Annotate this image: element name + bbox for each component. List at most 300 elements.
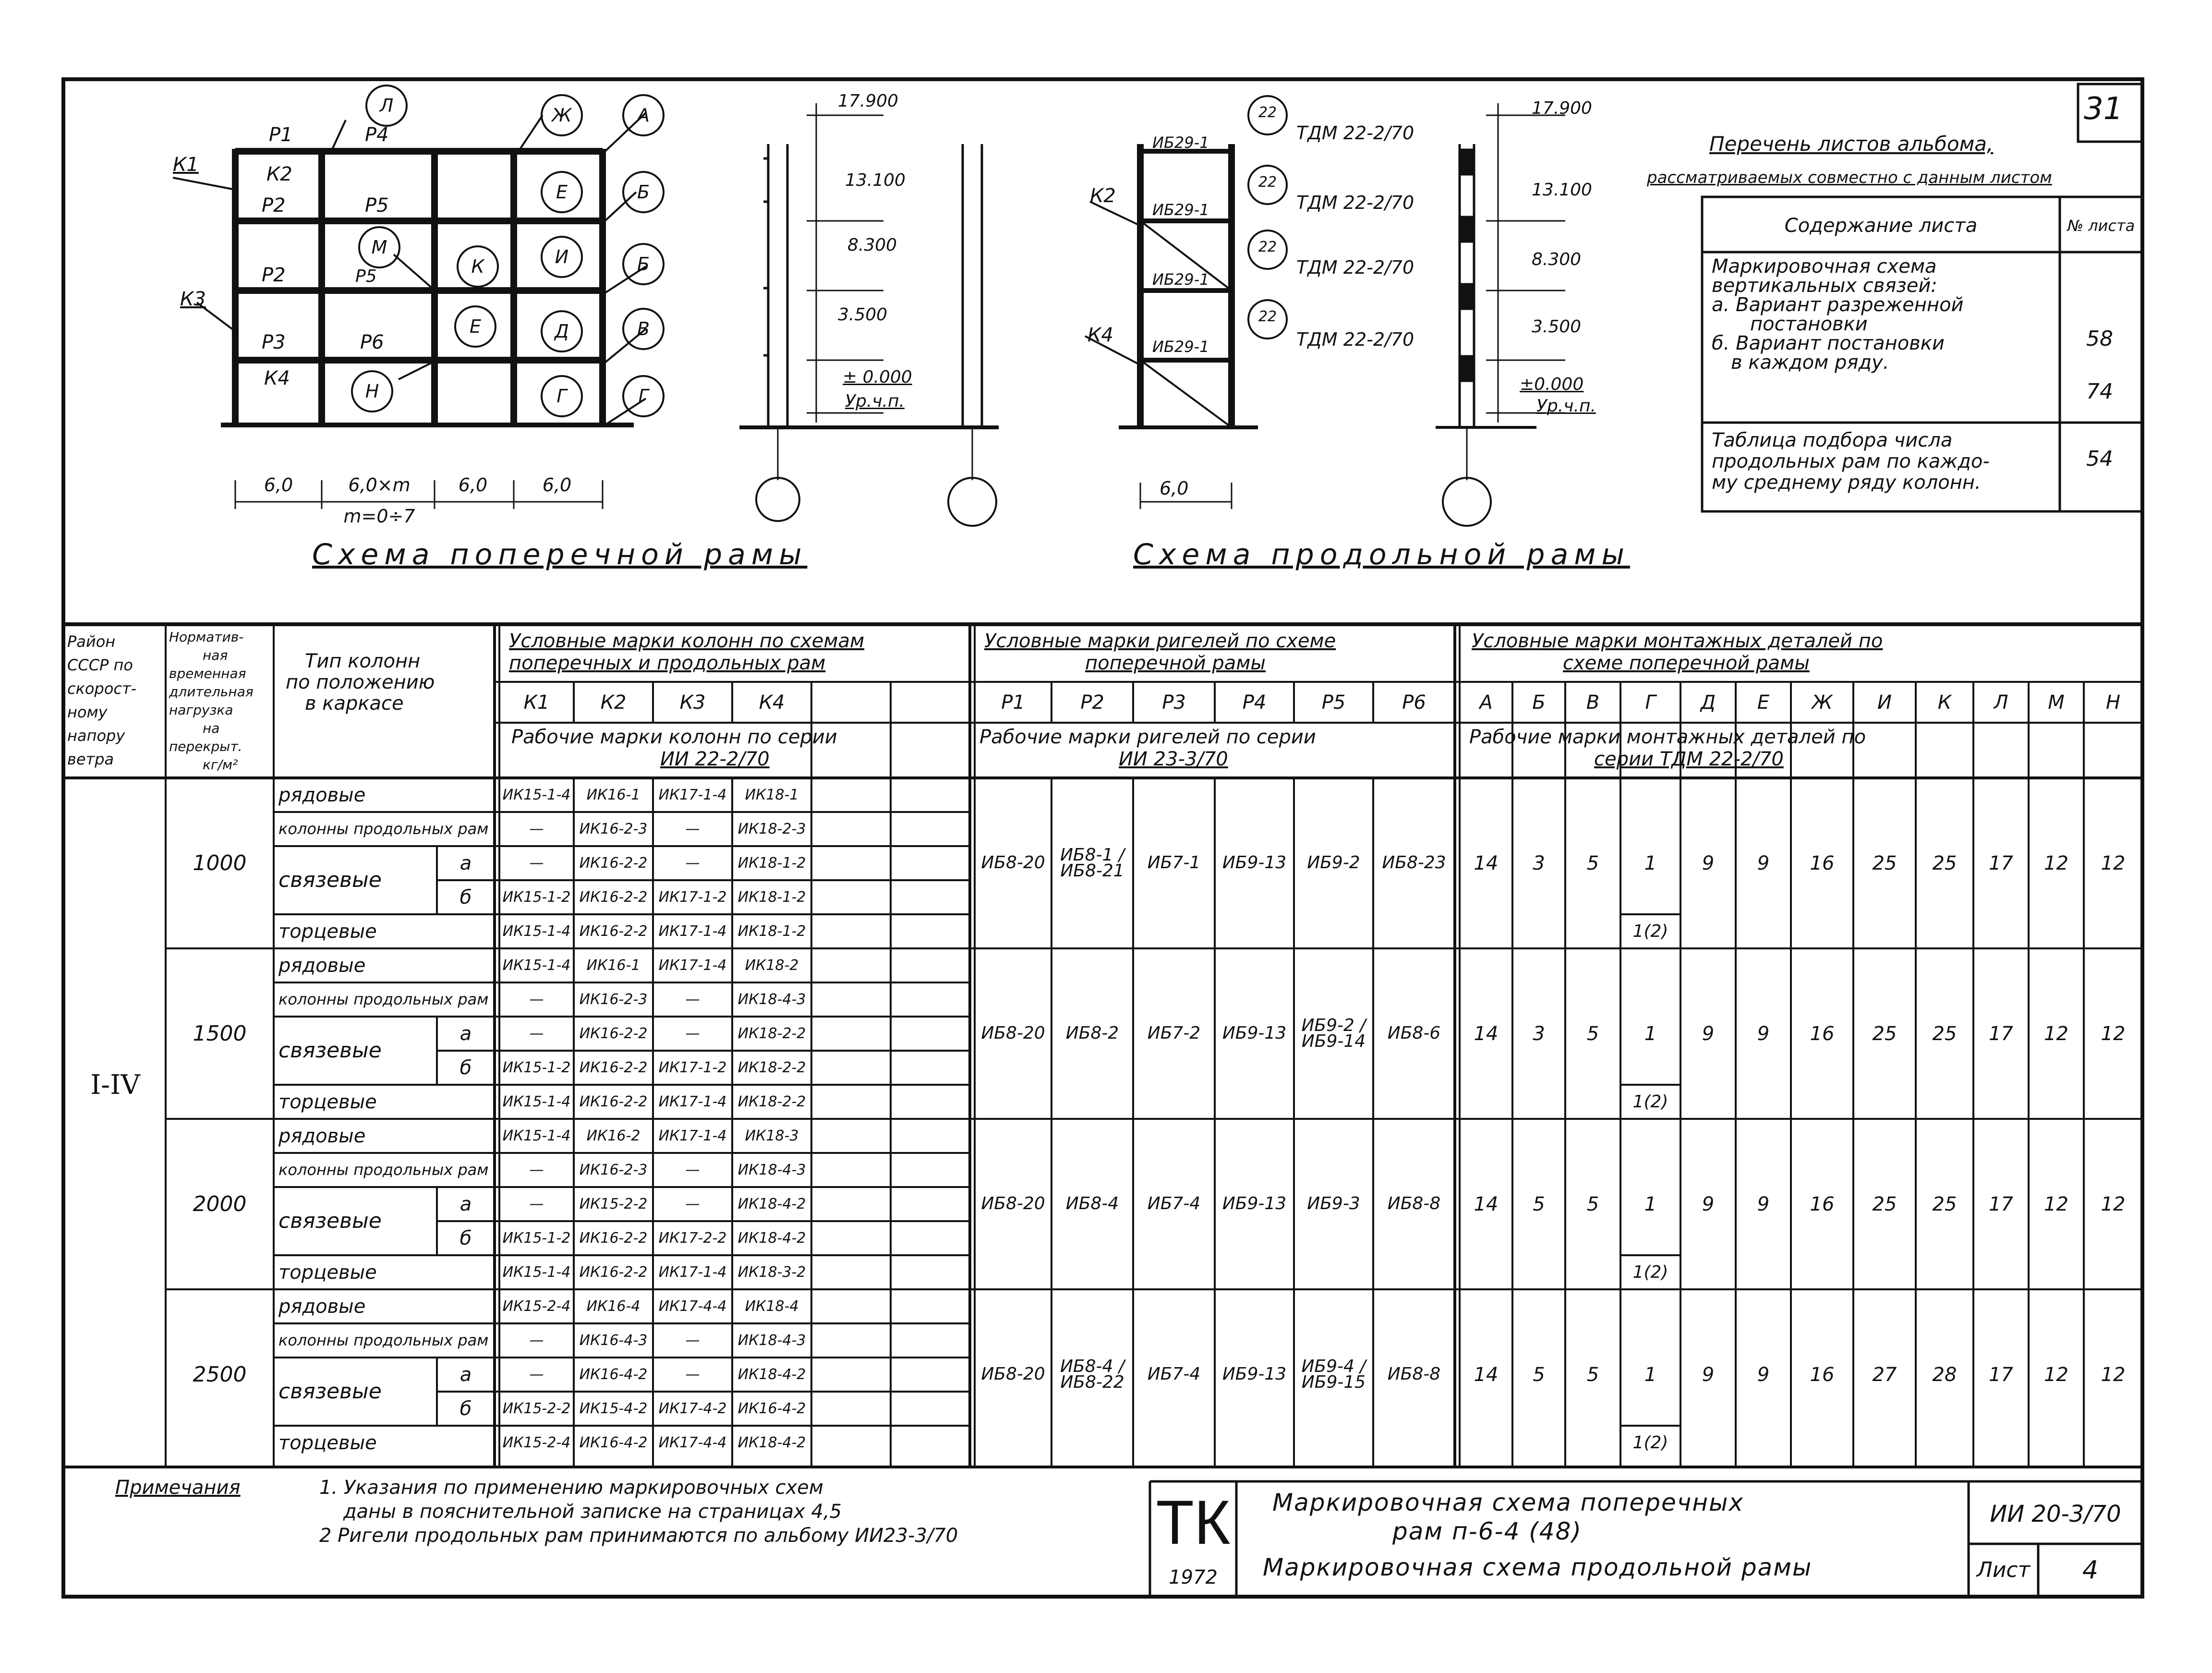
- sub-label: б: [459, 1227, 472, 1249]
- header-det-key: М: [2048, 691, 2065, 714]
- beam-mark: ИБ8-20: [981, 853, 1045, 873]
- note-line: 2 Ригели продольных рам принимаются по альбому ИИ23-3/70: [319, 1525, 958, 1547]
- detail-mark: 25: [1932, 1193, 1957, 1215]
- column-mark: ИК15-2-2: [502, 1400, 571, 1417]
- header-det-group-line: Условные марки монтажных деталей по: [1472, 630, 1883, 652]
- detail-mark: 3: [1533, 1022, 1545, 1045]
- beam-mark: ИБ8-8: [1387, 1194, 1441, 1214]
- header-col-series-line: ИИ 22-2/70: [660, 748, 770, 770]
- detail-mark: 12: [2044, 1022, 2068, 1045]
- detail-mark: 9: [1757, 852, 1770, 874]
- album-row1-line: а. Вариант разреженной: [1712, 294, 1964, 316]
- album-row2: [1712, 430, 1990, 493]
- header-beam-key: Р5: [1321, 691, 1346, 714]
- header-det-key: Н: [2105, 691, 2121, 714]
- album-row1-num: 74: [2086, 379, 2113, 404]
- header-load-line: ная: [203, 647, 228, 663]
- header-det-group-line: схеме поперечной рамы: [1563, 652, 1810, 674]
- column-mark: ИК16-2-2: [579, 888, 648, 906]
- type-label: связевые: [278, 868, 382, 892]
- detail-mark: 12: [2101, 1022, 2126, 1045]
- detail-mark: 25: [1872, 1022, 1897, 1045]
- cross-beam-label: Р2: [262, 264, 286, 286]
- circle-label: Г: [556, 386, 567, 407]
- sub-label: б: [459, 1056, 472, 1079]
- column-mark: ИК16-4-2: [737, 1400, 806, 1417]
- type-label: связевые: [278, 1379, 382, 1404]
- header-det-key: Б: [1532, 691, 1546, 714]
- detail-mark-extra: 1(2): [1632, 921, 1668, 941]
- circle-label: Е: [469, 316, 481, 337]
- beam-mark: ИБ9-2 / ИБ9-14: [1301, 1016, 1366, 1051]
- detail-mark: 16: [1810, 1193, 1835, 1215]
- circle-label: 22: [1258, 104, 1277, 121]
- beam-mark: ИБ7-2: [1147, 1023, 1201, 1043]
- column-mark: ИК18-1-2: [737, 888, 806, 906]
- column-mark: ИК18-4-2: [737, 1434, 806, 1451]
- detail-mark: 25: [1872, 852, 1897, 874]
- load-value: 2000: [193, 1191, 247, 1216]
- album-row2-line: Таблица подбора числа: [1712, 429, 1953, 451]
- circle-label: И: [555, 246, 569, 267]
- column-mark: ИК18-1: [745, 786, 799, 803]
- stamp-year: 1972: [1169, 1566, 1218, 1588]
- column-mark: ИК18-3-2: [737, 1263, 806, 1281]
- detail-mark: 14: [1474, 852, 1499, 874]
- dimension-label: 6,0: [1160, 478, 1189, 499]
- column-mark: ИК16-2-2: [579, 922, 648, 940]
- column-mark: ИК17-4-4: [658, 1434, 727, 1451]
- column-mark: ИК17-4-4: [658, 1297, 727, 1315]
- beam-mark: ИБ9-13: [1222, 1364, 1287, 1384]
- note-line: 1. Указания по применению маркировочных схем: [319, 1477, 823, 1499]
- header-load-line: кг/м²: [203, 757, 238, 773]
- beam-mark: ИБ8-20: [981, 1023, 1045, 1043]
- album-row1-line: Маркировочная схема: [1712, 255, 1937, 278]
- detail-mark: 12: [2101, 852, 2126, 874]
- sheet-number: 31: [2084, 91, 2123, 127]
- column-mark: ИК15-1-4: [502, 1093, 571, 1110]
- header-beam-key: Р2: [1080, 691, 1104, 714]
- column-mark: ИК18-1-2: [737, 922, 806, 940]
- type-label: колонны продольных рам: [278, 820, 489, 838]
- cross-beam-label: Р1: [269, 124, 293, 146]
- sub-label: а: [459, 1363, 472, 1386]
- header-beam-series: [979, 726, 1316, 770]
- header-det-key: Д: [1700, 691, 1716, 714]
- header-det-key: Г: [1645, 691, 1656, 714]
- level-label: 8.300: [1532, 250, 1582, 269]
- detail-mark: 9: [1702, 1022, 1715, 1045]
- column-mark: —: [685, 854, 700, 872]
- column-mark: ИК15-2-4: [502, 1434, 571, 1451]
- column-mark: ИК16-2-2: [579, 1025, 648, 1042]
- detail-mark: 12: [2044, 1193, 2068, 1215]
- long-beam-label: ИБ29-1: [1152, 270, 1209, 289]
- column-mark: ИК16-2: [586, 1127, 641, 1144]
- beam-mark: ИБ9-4 / ИБ9-15: [1301, 1357, 1366, 1392]
- circle-label: В: [637, 318, 650, 339]
- long-frame-title: Схема продольной рамы: [1133, 538, 1630, 571]
- header-col-key: К1: [523, 691, 550, 714]
- cross-column-label: К3: [180, 288, 206, 310]
- column-mark: —: [685, 1025, 700, 1042]
- detail-mark: 14: [1474, 1363, 1499, 1386]
- tdm-label: ТДМ 22-2/70: [1296, 257, 1414, 278]
- header-col-group-line: поперечных и продольных рам: [509, 652, 826, 674]
- detail-mark: 28: [1932, 1363, 1957, 1386]
- column-mark: ИК16-2-2: [579, 1263, 648, 1281]
- sub-label: а: [459, 1193, 472, 1215]
- load-value: 1000: [193, 850, 247, 875]
- level-label: 3.500: [1532, 317, 1582, 337]
- column-mark: —: [529, 1366, 544, 1383]
- circle-label: Г: [638, 386, 649, 407]
- column-mark: ИК17-1-4: [658, 957, 727, 974]
- long-beam-label: ИБ29-1: [1152, 338, 1209, 356]
- detail-mark: 5: [1586, 1193, 1599, 1215]
- column-mark: —: [529, 1025, 544, 1042]
- column-mark: ИК18-2-2: [737, 1025, 806, 1042]
- column-mark: ИК16-2-3: [579, 991, 648, 1008]
- detail-mark: 12: [2101, 1363, 2126, 1386]
- column-mark: ИК18-4-2: [737, 1195, 806, 1212]
- header-type-line: Тип колонн: [305, 650, 421, 672]
- beam-mark: ИБ8-6: [1387, 1023, 1441, 1043]
- header-col-key: К4: [759, 691, 785, 714]
- cross-beam-label: Р4: [365, 124, 389, 146]
- column-mark: ИК15-1-2: [502, 1059, 571, 1076]
- album-row1-num: 58: [2086, 327, 2113, 351]
- header-load-line: Норматив-: [169, 629, 244, 645]
- beam-mark: ИБ8-4 / ИБ8-22: [1060, 1357, 1124, 1392]
- album-row1-line: вертикальных связей:: [1712, 275, 1937, 297]
- dimension-label: 6,0: [264, 474, 293, 496]
- beam-mark: ИБ8-4: [1065, 1194, 1119, 1214]
- header-beam-series-line: Рабочие марки ригелей по серии: [979, 726, 1316, 748]
- column-mark: ИК18-4-2: [737, 1366, 806, 1383]
- album-row2-line: му среднему ряду колонн.: [1712, 472, 1981, 494]
- header-col-group-line: Условные марки колонн по схемам: [509, 630, 865, 652]
- column-mark: ИК15-1-2: [502, 888, 571, 906]
- header-beam-key: Р1: [1001, 691, 1025, 714]
- header-region-line: ветра: [67, 750, 114, 768]
- cross-beam-label: Р2: [262, 194, 286, 217]
- detail-mark: 1: [1644, 1193, 1657, 1215]
- detail-mark: 17: [1989, 1193, 2013, 1215]
- album-title: Перечень листов альбома,: [1709, 132, 1994, 156]
- detail-mark: 5: [1586, 1022, 1599, 1045]
- column-mark: ИК17-1-4: [658, 1263, 727, 1281]
- header-det-key: А: [1479, 691, 1493, 714]
- level-label: 13.100: [845, 170, 906, 190]
- sub-label: а: [459, 1022, 472, 1045]
- notes-label: Примечания: [115, 1477, 241, 1499]
- cross-beam-label: Р5: [365, 194, 389, 217]
- header-det-group: [1472, 630, 1883, 674]
- header-det-key: К: [1937, 691, 1952, 714]
- column-mark: ИК16-2-3: [579, 1161, 648, 1178]
- header-det-key: Ж: [1812, 691, 1833, 714]
- cross-frame-title: Схема поперечной рамы: [312, 538, 808, 571]
- dimension-label: m=0÷7: [343, 506, 415, 527]
- header-load: [169, 628, 254, 774]
- column-mark: ИК18-4-3: [737, 1332, 806, 1349]
- type-label: колонны продольных рам: [278, 990, 489, 1009]
- column-mark: ИК17-1-4: [658, 1127, 727, 1144]
- header-col-key: К2: [600, 691, 627, 714]
- level-label: 8.300: [847, 235, 897, 255]
- column-mark: ИК17-2-2: [658, 1229, 727, 1247]
- type-label: рядовые: [278, 954, 366, 977]
- detail-mark: 16: [1810, 852, 1835, 874]
- column-mark: ИК15-1-4: [502, 786, 571, 803]
- type-label: рядовые: [278, 1295, 366, 1318]
- beam-mark: ИБ9-13: [1222, 1194, 1287, 1214]
- header-load-line: временная: [169, 666, 246, 681]
- detail-mark: 5: [1586, 852, 1599, 874]
- column-mark: —: [529, 1332, 544, 1349]
- circle-label: К: [471, 256, 484, 277]
- sub-label: б: [459, 1397, 472, 1420]
- long-column-label: К4: [1088, 324, 1113, 346]
- column-mark: ИК17-4-2: [658, 1400, 727, 1417]
- album-row1: [1712, 257, 1964, 372]
- column-mark: —: [685, 1332, 700, 1349]
- type-label: рядовые: [278, 784, 366, 806]
- circle-label: Л: [379, 95, 394, 116]
- detail-mark: 12: [2101, 1193, 2126, 1215]
- type-label: колонны продольных рам: [278, 1331, 489, 1350]
- detail-mark: 17: [1989, 852, 2013, 874]
- header-region: [67, 630, 136, 771]
- detail-mark: 16: [1810, 1363, 1835, 1386]
- long-frame-drawing: [1085, 96, 1565, 526]
- detail-mark: 9: [1757, 1022, 1770, 1045]
- header-load-line: длительная: [169, 684, 254, 700]
- column-mark: —: [685, 991, 700, 1008]
- cross-column-label: К2: [266, 163, 292, 185]
- column-mark: ИК18-4: [745, 1297, 799, 1315]
- sub-label: б: [459, 886, 472, 909]
- detail-mark: 9: [1702, 1193, 1715, 1215]
- level-label: ± 0.000: [843, 367, 912, 387]
- detail-mark: 1: [1644, 1363, 1657, 1386]
- type-label: связевые: [278, 1209, 382, 1233]
- album-subtitle: рассматриваемых совместно с данным листом: [1647, 168, 2052, 187]
- beam-mark: ИБ8-8: [1387, 1364, 1441, 1384]
- header-type-line: в каркасе: [305, 692, 404, 715]
- circle-label: Б: [637, 254, 650, 275]
- beam-mark: ИБ8-23: [1382, 853, 1446, 873]
- album-row1-line: постановки: [1750, 313, 1868, 335]
- column-mark: ИК18-1-2: [737, 854, 806, 872]
- column-mark: ИК15-1-4: [502, 1263, 571, 1281]
- column-mark: ИК18-2: [745, 957, 799, 974]
- level-label: 17.900: [1532, 98, 1592, 118]
- circle-label: Д: [555, 321, 569, 342]
- column-mark: —: [529, 1161, 544, 1178]
- header-beam-group: [984, 630, 1336, 674]
- circle-label: Н: [365, 381, 379, 402]
- header-det-key: В: [1586, 691, 1600, 714]
- tdm-label: ТДМ 22-2/70: [1296, 192, 1414, 213]
- type-label: торцевые: [278, 1261, 377, 1284]
- column-mark: ИК18-4-2: [737, 1229, 806, 1247]
- dimension-label: 6,0: [458, 474, 488, 496]
- level-label: 13.100: [1532, 180, 1592, 200]
- detail-mark: 12: [2044, 1363, 2068, 1386]
- column-mark: ИК16-2-3: [579, 820, 648, 837]
- sub-label: а: [459, 852, 472, 874]
- circle-label: М: [371, 237, 387, 258]
- detail-mark: 9: [1757, 1363, 1770, 1386]
- beam-mark: ИБ9-3: [1307, 1194, 1360, 1214]
- album-row1-line: б. Вариант постановки: [1712, 332, 1945, 354]
- circle-label: Е: [556, 182, 568, 203]
- type-label: колонны продольных рам: [278, 1161, 489, 1179]
- cross-frame-drawing: [173, 85, 664, 509]
- column-mark: ИК17-1-4: [658, 786, 727, 803]
- column-mark: —: [529, 1195, 544, 1212]
- detail-mark: 17: [1989, 1022, 2013, 1045]
- type-label: торцевые: [278, 1431, 377, 1454]
- detail-mark-extra: 1(2): [1632, 1091, 1668, 1112]
- column-mark: ИК17-1-4: [658, 922, 727, 940]
- header-load-line: на: [203, 720, 220, 736]
- header-beam-group-line: поперечной рамы: [1085, 652, 1266, 674]
- column-mark: ИК15-1-2: [502, 1229, 571, 1247]
- column-mark: ИК16-4-2: [579, 1366, 648, 1383]
- circle-label: 22: [1258, 174, 1277, 191]
- column-mark: ИК15-4-2: [579, 1400, 648, 1417]
- beam-mark: ИБ8-2: [1065, 1023, 1119, 1043]
- column-mark: ИК17-1-2: [658, 888, 727, 906]
- column-mark: —: [685, 1195, 700, 1212]
- header-beam-group-line: Условные марки ригелей по схеме: [984, 630, 1336, 652]
- beam-mark: ИБ8-1 / ИБ8-21: [1060, 845, 1124, 881]
- dimension-label: 6,0×m: [348, 474, 411, 496]
- beam-mark: ИБ8-20: [981, 1364, 1045, 1384]
- cross-beam-label: Р6: [360, 331, 384, 353]
- column-mark: ИК16-4-3: [579, 1332, 648, 1349]
- header-beam-key: Р6: [1402, 691, 1426, 714]
- header-type: [286, 651, 435, 714]
- column-mark: ИК18-4-3: [737, 991, 806, 1008]
- column-mark: ИК15-1-4: [502, 922, 571, 940]
- long-beam-label: ИБ29-1: [1152, 201, 1209, 219]
- cross-column-label: К4: [264, 367, 290, 389]
- detail-mark: 17: [1989, 1363, 2013, 1386]
- detail-mark: 9: [1702, 852, 1715, 874]
- type-label: торцевые: [278, 920, 377, 943]
- stamp-tk: ТК: [1156, 1487, 1231, 1557]
- long-column-label: К2: [1090, 185, 1116, 207]
- beam-mark: ИБ9-2: [1307, 853, 1360, 873]
- column-mark: ИК18-3: [745, 1127, 799, 1144]
- header-type-line: по положению: [286, 671, 435, 693]
- type-label: связевые: [278, 1038, 382, 1063]
- column-mark: ИК18-4-3: [737, 1161, 806, 1178]
- detail-mark-extra: 1(2): [1632, 1262, 1668, 1282]
- beam-mark: ИБ7-4: [1147, 1364, 1201, 1384]
- column-mark: ИК18-2-2: [737, 1093, 806, 1110]
- circle-label: 22: [1258, 308, 1277, 325]
- header-beam-key: Р3: [1162, 691, 1186, 714]
- load-value: 2500: [193, 1362, 247, 1387]
- detail-mark: 9: [1702, 1363, 1715, 1386]
- cross-beam-label: Р5: [355, 267, 377, 286]
- cross-column-label: К1: [173, 154, 199, 176]
- header-load-line: перекрыт.: [169, 739, 242, 754]
- level-label: ±0.000: [1520, 375, 1584, 394]
- circle-label: 22: [1258, 239, 1277, 255]
- header-det-key: Е: [1757, 691, 1770, 714]
- detail-mark: 9: [1757, 1193, 1770, 1215]
- stamp-sheet-num: 4: [2082, 1556, 2099, 1585]
- stamp-title: Маркировочная схема продольной рамы: [1263, 1553, 1813, 1581]
- column-mark: —: [529, 854, 544, 872]
- header-det-key: И: [1877, 691, 1892, 714]
- header-load-line: нагрузка: [169, 702, 233, 718]
- detail-mark: 3: [1533, 852, 1545, 874]
- column-mark: —: [529, 820, 544, 837]
- header-beam-key: Р4: [1242, 691, 1267, 714]
- beam-mark: ИБ7-4: [1147, 1194, 1201, 1214]
- detail-mark-extra: 1(2): [1632, 1432, 1668, 1453]
- circle-label: А: [637, 105, 650, 126]
- column-mark: —: [685, 820, 700, 837]
- header-col-key: К3: [679, 691, 706, 714]
- detail-mark: 25: [1932, 852, 1957, 874]
- header-det-series: [1469, 726, 1866, 770]
- header-col-series: [511, 726, 837, 770]
- type-label: рядовые: [278, 1125, 366, 1147]
- detail-mark: 14: [1474, 1022, 1499, 1045]
- detail-mark: 14: [1474, 1193, 1499, 1215]
- column-mark: ИК16-2-2: [579, 1059, 648, 1076]
- column-mark: —: [529, 991, 544, 1008]
- header-region-line: ному: [67, 703, 108, 721]
- tdm-label: ТДМ 22-2/70: [1296, 329, 1414, 350]
- header-col-group: [509, 630, 864, 674]
- column-mark: —: [685, 1366, 700, 1383]
- circle-label: Б: [637, 182, 650, 203]
- detail-mark: 27: [1872, 1363, 1897, 1386]
- album-col-no: № листа: [2067, 217, 2135, 235]
- stamp-title: рам п-6-4 (48): [1392, 1517, 1582, 1545]
- stamp-title: Маркировочная схема поперечных: [1272, 1489, 1744, 1516]
- beam-mark: ИБ9-13: [1222, 1023, 1287, 1043]
- beam-mark: ИБ9-13: [1222, 853, 1287, 873]
- album-row1-line: в каждом ряду.: [1731, 352, 1889, 374]
- column-mark: ИК16-1: [586, 957, 641, 974]
- type-label: торцевые: [278, 1091, 377, 1113]
- column-mark: ИК16-2-2: [579, 1093, 648, 1110]
- column-mark: ИК15-1-4: [502, 1127, 571, 1144]
- header-col-series-line: Рабочие марки колонн по серии: [511, 726, 837, 748]
- note-line: даны в пояснительной записке на страницах 4,5: [343, 1501, 842, 1523]
- level-label: 17.900: [838, 91, 898, 111]
- column-mark: ИК16-2-2: [579, 854, 648, 872]
- circle-label: Ж: [552, 105, 572, 126]
- column-mark: ИК16-2-2: [579, 1229, 648, 1247]
- header-det-key: Л: [1994, 691, 2008, 714]
- album-row2-line: продольных рам по каждо-: [1712, 450, 1990, 473]
- detail-mark: 1: [1644, 1022, 1657, 1045]
- cross-beam-label: Р3: [262, 331, 286, 353]
- level-label: 3.500: [838, 305, 888, 325]
